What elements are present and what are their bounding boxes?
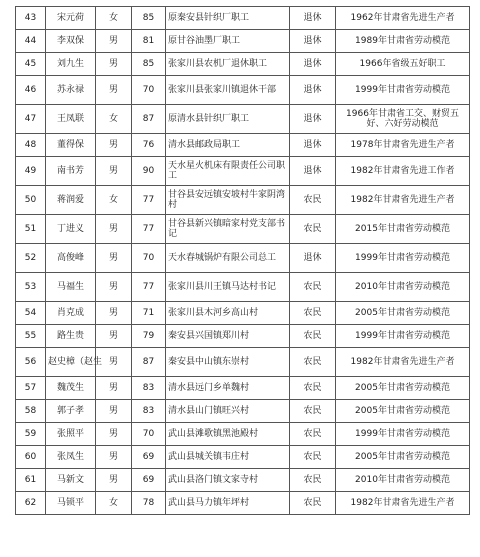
gender-cell: 男 (96, 215, 132, 244)
work-unit-cell: 原秦安县针织厂职工 (166, 7, 290, 30)
gender-cell: 男 (96, 377, 132, 400)
age-cell: 87 (132, 348, 166, 377)
age-cell: 77 (132, 186, 166, 215)
table-row (16, 53, 470, 76)
age-cell: 83 (132, 377, 166, 400)
honor-title-cell: 1962年甘肃省先进生产者 (336, 7, 470, 30)
row-number-cell: 62 (16, 492, 46, 515)
status-cell: 退休 (290, 53, 336, 76)
work-unit-cell: 秦安县兴国镇郑川村 (166, 325, 290, 348)
table-row (16, 157, 470, 186)
row-number-cell: 55 (16, 325, 46, 348)
honor-title-cell: 1999年甘肃省劳动模范 (336, 76, 470, 105)
row-number-cell: 58 (16, 400, 46, 423)
gender-cell: 女 (96, 186, 132, 215)
person-name-cell: 丁进义 (46, 215, 96, 244)
table-row (16, 215, 470, 244)
status-cell: 农民 (290, 469, 336, 492)
status-cell: 退休 (290, 244, 336, 273)
status-cell: 退休 (290, 105, 336, 134)
gender-cell: 男 (96, 348, 132, 377)
work-unit-cell: 武山县洛门镇文家寺村 (166, 469, 290, 492)
person-name-cell: 张照平 (46, 423, 96, 446)
age-cell: 90 (132, 157, 166, 186)
work-unit-cell: 张家川县农机厂退休职工 (166, 53, 290, 76)
row-number-cell: 51 (16, 215, 46, 244)
row-number-cell: 46 (16, 76, 46, 105)
gender-cell: 男 (96, 157, 132, 186)
gender-cell: 男 (96, 30, 132, 53)
person-name-cell: 董得保 (46, 134, 96, 157)
work-unit-cell: 武山县马力镇年坪村 (166, 492, 290, 515)
age-cell: 79 (132, 325, 166, 348)
work-unit-cell: 秦安县中山镇东崇村 (166, 348, 290, 377)
work-unit-cell: 武山县城关镇韦庄村 (166, 446, 290, 469)
work-unit-cell: 天水星火机床有限责任公司职工 (166, 157, 290, 186)
gender-cell: 女 (96, 7, 132, 30)
age-cell: 69 (132, 446, 166, 469)
gender-cell: 男 (96, 469, 132, 492)
age-cell: 76 (132, 134, 166, 157)
table-row (16, 186, 470, 215)
person-name-cell: 郭子孝 (46, 400, 96, 423)
honor-title-cell: 2005年甘肃省劳动模范 (336, 302, 470, 325)
status-cell: 农民 (290, 273, 336, 302)
status-cell: 退休 (290, 134, 336, 157)
table-row (16, 302, 470, 325)
gender-cell: 男 (96, 273, 132, 302)
honor-title-cell: 2010年甘肃省劳动模范 (336, 273, 470, 302)
status-cell: 农民 (290, 400, 336, 423)
honor-title-cell: 2005年甘肃省劳动模范 (336, 377, 470, 400)
age-cell: 77 (132, 273, 166, 302)
honor-title-cell: 1978年甘肃省先进生产者 (336, 134, 470, 157)
person-name-cell: 赵史樟（赵生 (46, 348, 96, 377)
honor-title-cell: 1989年甘肃省劳动模范 (336, 30, 470, 53)
status-cell: 农民 (290, 186, 336, 215)
table-row (16, 134, 470, 157)
work-unit-cell: 天水春城锅炉有限公司总工 (166, 244, 290, 273)
table-row (16, 348, 470, 377)
status-cell: 退休 (290, 157, 336, 186)
row-number-cell: 49 (16, 157, 46, 186)
honor-title-cell: 1966年甘肃省工交、财贸五好、六好劳动模范 (336, 105, 470, 134)
row-number-cell: 60 (16, 446, 46, 469)
status-cell: 退休 (290, 7, 336, 30)
honor-title-cell: 1982年甘肃省先进工作者 (336, 157, 470, 186)
gender-cell: 男 (96, 244, 132, 273)
gender-cell: 男 (96, 423, 132, 446)
table-row (16, 273, 470, 302)
status-cell: 农民 (290, 302, 336, 325)
person-name-cell: 王凤联 (46, 105, 96, 134)
honor-title-cell: 2010年甘肃省劳动模范 (336, 469, 470, 492)
status-cell: 农民 (290, 377, 336, 400)
person-name-cell: 南书芳 (46, 157, 96, 186)
honor-title-cell: 1999年甘肃省劳动模范 (336, 423, 470, 446)
person-name-cell: 宋元荷 (46, 7, 96, 30)
table-row (16, 377, 470, 400)
table-row (16, 7, 470, 30)
row-number-cell: 44 (16, 30, 46, 53)
person-name-cell: 高俊峰 (46, 244, 96, 273)
age-cell: 71 (132, 302, 166, 325)
person-name-cell: 魏茂生 (46, 377, 96, 400)
age-cell: 81 (132, 30, 166, 53)
work-unit-cell: 原甘谷油墨厂职工 (166, 30, 290, 53)
age-cell: 85 (132, 7, 166, 30)
honor-title-cell: 2005年甘肃省劳动模范 (336, 400, 470, 423)
table-row (16, 244, 470, 273)
honor-title-cell: 1966年省级五好职工 (336, 53, 470, 76)
row-number-cell: 56 (16, 348, 46, 377)
table-row (16, 469, 470, 492)
person-name-cell: 蒋润爱 (46, 186, 96, 215)
row-number-cell: 45 (16, 53, 46, 76)
status-cell: 退休 (290, 30, 336, 53)
honor-title-cell: 1982年甘肃省先进生产者 (336, 348, 470, 377)
honor-title-cell: 1999年甘肃省劳动模范 (336, 244, 470, 273)
status-cell: 农民 (290, 348, 336, 377)
gender-cell: 男 (96, 76, 132, 105)
gender-cell: 男 (96, 400, 132, 423)
honor-title-cell: 2015年甘肃省劳动模范 (336, 215, 470, 244)
honor-title-cell: 1982年甘肃省先进生产者 (336, 186, 470, 215)
table-row (16, 105, 470, 134)
work-unit-cell: 张家川县木河乡高山村 (166, 302, 290, 325)
row-number-cell: 52 (16, 244, 46, 273)
gender-cell: 男 (96, 446, 132, 469)
table-row (16, 76, 470, 105)
status-cell: 农民 (290, 446, 336, 469)
row-number-cell: 50 (16, 186, 46, 215)
table-row (16, 492, 470, 515)
person-name-cell: 张凤生 (46, 446, 96, 469)
status-cell: 农民 (290, 325, 336, 348)
table-row (16, 423, 470, 446)
status-cell: 农民 (290, 492, 336, 515)
age-cell: 85 (132, 53, 166, 76)
person-name-cell: 李双保 (46, 30, 96, 53)
status-cell: 退休 (290, 76, 336, 105)
work-unit-cell: 甘谷县安远镇安坡村牛家阴湾村 (166, 186, 290, 215)
gender-cell: 男 (96, 302, 132, 325)
work-unit-cell: 张家川县张家川镇退休干部 (166, 76, 290, 105)
age-cell: 83 (132, 400, 166, 423)
work-unit-cell: 武山县滩歌镇黑池殿村 (166, 423, 290, 446)
model-workers-table (15, 6, 470, 515)
table-row (16, 325, 470, 348)
row-number-cell: 61 (16, 469, 46, 492)
person-name-cell: 马新文 (46, 469, 96, 492)
table-body (16, 7, 470, 515)
work-unit-cell: 甘谷县新兴镇暗家村党支部书记 (166, 215, 290, 244)
work-unit-cell: 清水县远门乡单魏村 (166, 377, 290, 400)
honor-title-cell: 1982年甘肃省先进生产者 (336, 492, 470, 515)
work-unit-cell: 清水县邮政局职工 (166, 134, 290, 157)
gender-cell: 男 (96, 325, 132, 348)
person-name-cell: 路生贵 (46, 325, 96, 348)
row-number-cell: 54 (16, 302, 46, 325)
work-unit-cell: 清水县山门镇旺兴村 (166, 400, 290, 423)
row-number-cell: 43 (16, 7, 46, 30)
person-name-cell: 苏永禄 (46, 76, 96, 105)
age-cell: 70 (132, 244, 166, 273)
gender-cell: 女 (96, 492, 132, 515)
person-name-cell: 马福生 (46, 273, 96, 302)
person-name-cell: 肖克成 (46, 302, 96, 325)
table-row (16, 400, 470, 423)
table-row (16, 446, 470, 469)
age-cell: 70 (132, 76, 166, 105)
row-number-cell: 53 (16, 273, 46, 302)
gender-cell: 男 (96, 134, 132, 157)
work-unit-cell: 原清水县针织厂职工 (166, 105, 290, 134)
age-cell: 87 (132, 105, 166, 134)
row-number-cell: 47 (16, 105, 46, 134)
person-name-cell: 刘九生 (46, 53, 96, 76)
age-cell: 69 (132, 469, 166, 492)
person-name-cell: 马锁平 (46, 492, 96, 515)
row-number-cell: 57 (16, 377, 46, 400)
status-cell: 农民 (290, 423, 336, 446)
status-cell: 农民 (290, 215, 336, 244)
gender-cell: 男 (96, 53, 132, 76)
age-cell: 77 (132, 215, 166, 244)
honor-title-cell: 1999年甘肃省劳动模范 (336, 325, 470, 348)
work-unit-cell: 张家川县川王镇马达村书记 (166, 273, 290, 302)
row-number-cell: 59 (16, 423, 46, 446)
table-row (16, 30, 470, 53)
age-cell: 78 (132, 492, 166, 515)
age-cell: 70 (132, 423, 166, 446)
honor-title-cell: 2005年甘肃省劳动模范 (336, 446, 470, 469)
row-number-cell: 48 (16, 134, 46, 157)
gender-cell: 女 (96, 105, 132, 134)
